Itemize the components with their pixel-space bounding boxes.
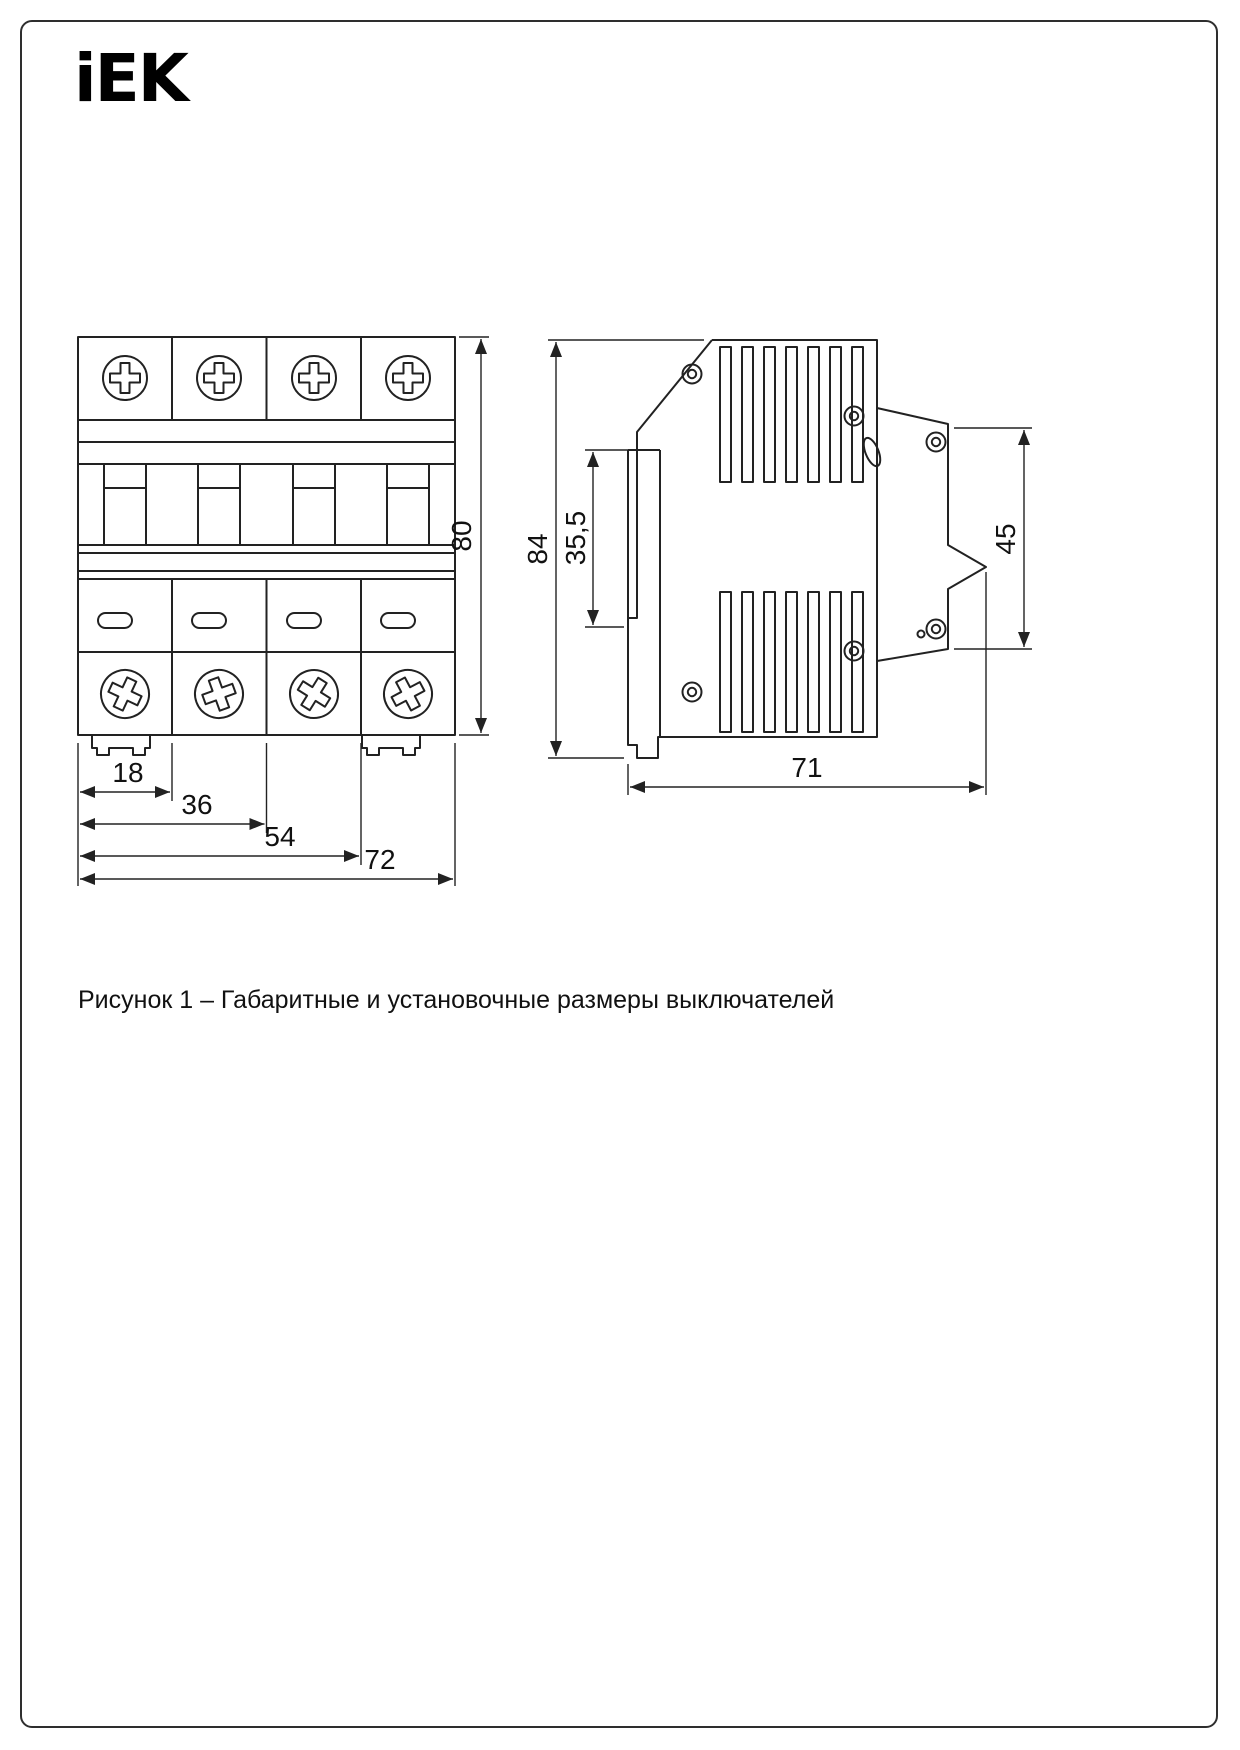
pole-separators xyxy=(172,337,361,735)
front-width-dim1-label: 18 xyxy=(112,757,144,788)
front-width-dim2-label: 36 xyxy=(181,789,213,820)
indicator-windows xyxy=(98,613,415,628)
front-view-drawing xyxy=(78,337,455,755)
side-depth-dim-label: 71 xyxy=(791,752,823,783)
mounting-clips xyxy=(92,735,420,755)
front-width-dim4-label: 72 xyxy=(364,844,396,875)
toggle-handles xyxy=(104,488,429,545)
vent-slots-top xyxy=(720,347,863,482)
vent-slots-bottom xyxy=(720,592,863,732)
side-view-drawing xyxy=(628,340,986,758)
front-height-dim-label: 80 xyxy=(446,520,477,552)
iek-logo: iEK xyxy=(74,40,187,117)
extension-lines-side xyxy=(548,340,1032,795)
side-height-dim-label: 84 xyxy=(522,533,553,565)
side-rail-dim-label: 35,5 xyxy=(560,510,591,566)
side-outline-left xyxy=(628,340,712,758)
side-outline-right xyxy=(660,340,986,737)
side-view-dimensions xyxy=(522,340,1032,795)
figure-caption: Рисунок 1 – Габаритные и установочные размеры выключателей xyxy=(78,986,835,1014)
front-width-dim3-label: 54 xyxy=(264,821,296,852)
side-right-dim-label: 45 xyxy=(990,523,1021,555)
toggle-guides xyxy=(104,464,429,488)
